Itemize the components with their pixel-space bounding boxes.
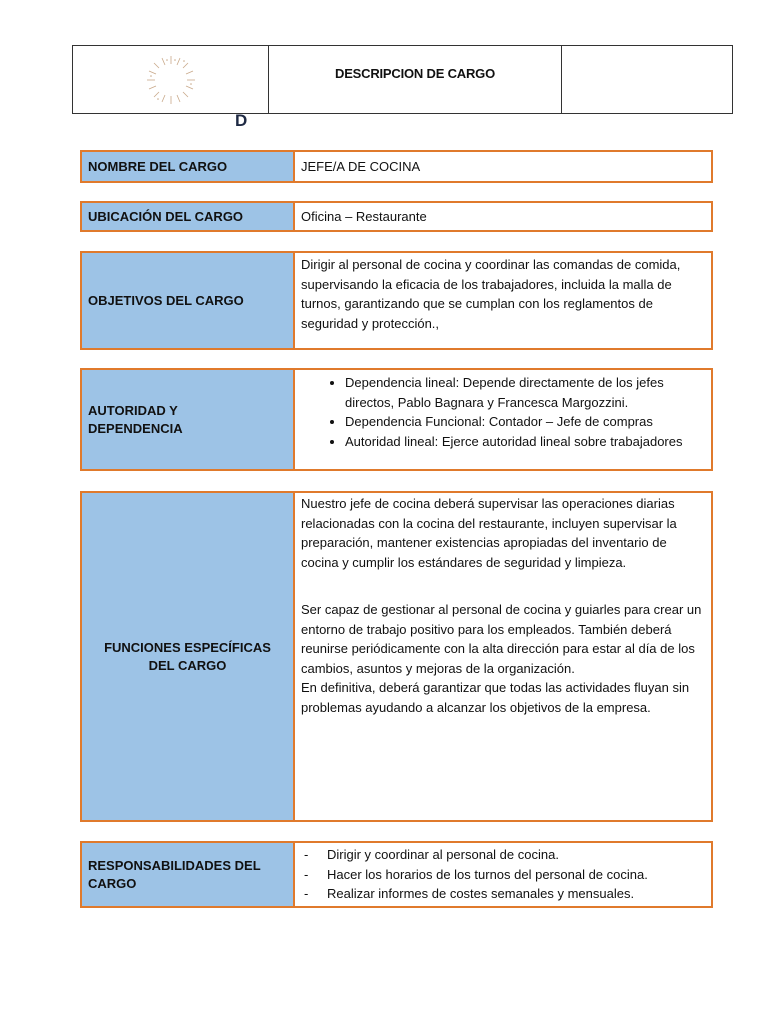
list-item: • Dependencia Funcional: Contador – Jefe de compras bbox=[345, 412, 705, 432]
list-item: • Dependencia lineal: Depende directamente de los jefes directos, Pablo Bagnara y Francesca Margozzini. bbox=[345, 373, 705, 412]
row-objetivos-cargo bbox=[80, 251, 713, 350]
document-header bbox=[72, 45, 733, 130]
logo-cell bbox=[73, 46, 269, 130]
label-nombre-cargo: NOMBRE DEL CARGO bbox=[82, 152, 295, 181]
value-nombre-cargo: JEFE/A DE COCINA bbox=[301, 158, 421, 174]
label-autoridad-line2: DEPENDENCIA bbox=[88, 420, 183, 436]
label-funciones-especificas bbox=[82, 493, 295, 820]
label-autoridad-line1: AUTORIDAD Y bbox=[88, 402, 178, 418]
list-item: - Dirigir y coordinar al personal de cocina. bbox=[301, 845, 705, 865]
responsabilidades-list bbox=[301, 845, 705, 904]
company-logo bbox=[141, 52, 201, 108]
label-objetivos-cargo: OBJETIVOS DEL CARGO bbox=[82, 253, 295, 348]
value-autoridad-dependencia bbox=[295, 370, 711, 469]
objetivos-text: Dirigir al personal de cocina y coordinar las comandas de comida, supervisando la eficacia de los trabajadores, incluida la malla de turnos, garantizando que se cumplan con los reglamentos de seguridad y protección., bbox=[301, 257, 681, 331]
value-funciones-especificas bbox=[295, 493, 711, 820]
label-funciones-line2: DEL CARGO bbox=[148, 657, 227, 673]
label-responsabilidades-line2: CARGO bbox=[88, 875, 137, 891]
blank-cell bbox=[562, 46, 732, 113]
list-item: - Realizar informes de costes semanales y mensuales. bbox=[301, 884, 705, 904]
title-cell bbox=[269, 46, 562, 113]
autoridad-list bbox=[301, 373, 705, 451]
label-responsabilidades-line1: RESPONSABILIDADES DEL bbox=[88, 857, 261, 873]
value-responsabilidades-cargo bbox=[295, 843, 711, 906]
funciones-paragraph-1: Nuestro jefe de cocina deberá supervisar las operaciones diarias relacionadas con la cocina del restaurante, incluyen supervisar la preparación, mantener existencias apropiadas del inventario de cocina y cumplir los estándares de seguridad y limpieza. bbox=[301, 496, 677, 570]
list-item: • Autoridad lineal: Ejerce autoridad lineal sobre trabajadores bbox=[345, 432, 705, 452]
logo-letter: D bbox=[235, 111, 248, 130]
funciones-paragraph-2: Ser capaz de gestionar al personal de cocina y guiarles para crear un entorno de trabajo positivo para los empleados. También deberá reunirse periódicamente con la alta dirección para estar al día de los cambios, asuntos y mejoras de la organización. bbox=[301, 602, 702, 676]
label-autoridad-dependencia bbox=[82, 370, 295, 469]
label-responsabilidades-cargo bbox=[82, 843, 295, 906]
value-objetivos-cargo bbox=[295, 253, 711, 348]
funciones-paragraph-3: En definitiva, deberá garantizar que todas las actividades fluyan sin problemas ayudando a alcanzar los objetivos de la empresa. bbox=[301, 680, 690, 715]
row-nombre-cargo bbox=[80, 150, 713, 183]
label-funciones-line1: FUNCIONES ESPECÍFICAS bbox=[104, 639, 271, 655]
row-funciones-especificas bbox=[80, 491, 713, 822]
value-ubicacion-cargo: Oficina – Restaurante bbox=[301, 208, 427, 224]
row-responsabilidades-cargo bbox=[80, 841, 713, 908]
row-ubicacion-cargo bbox=[80, 201, 713, 232]
list-item: - Hacer los horarios de los turnos del personal de cocina. bbox=[301, 865, 705, 885]
row-autoridad-dependencia bbox=[80, 368, 713, 471]
label-ubicacion-cargo: UBICACIÓN DEL CARGO bbox=[82, 203, 295, 230]
document-title: DESCRIPCION DE CARGO bbox=[335, 66, 495, 81]
